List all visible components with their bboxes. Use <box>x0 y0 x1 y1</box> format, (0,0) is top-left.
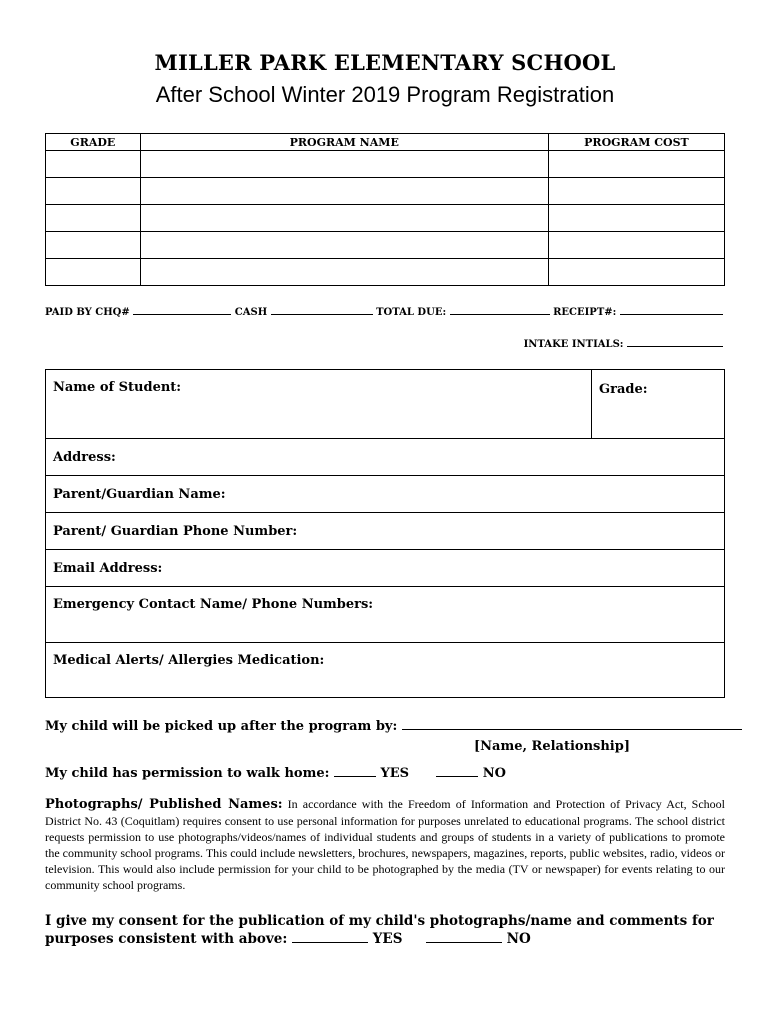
grade-cell[interactable] <box>46 205 141 232</box>
address-label: Address: <box>53 450 116 465</box>
consent-text: I give my consent for the publication of my child's photographs/name and comments for purposes consistent with above: <box>45 913 714 947</box>
program-cost-cell[interactable] <box>548 232 724 259</box>
page-title: After School Winter 2019 Program Registration <box>155 82 615 107</box>
student-name-label: Name of Student: <box>53 380 182 395</box>
table-row <box>46 151 725 178</box>
program-table <box>45 133 725 286</box>
guardian-phone-field[interactable] <box>46 512 724 549</box>
student-info-box <box>45 369 725 698</box>
table-row <box>46 232 725 259</box>
email-label: Email Address: <box>53 561 163 576</box>
consent-yes-field[interactable] <box>292 930 368 943</box>
guardian-name-label: Parent/Guardian Name: <box>53 487 226 502</box>
consent-no-label: NO <box>506 931 531 947</box>
consent-yes-label: YES <box>372 931 403 947</box>
program-cost-cell[interactable] <box>548 178 724 205</box>
photographs-heading: Photographs/ Published Names: <box>45 797 283 812</box>
consent-no-field[interactable] <box>426 930 502 943</box>
walk-home-no-field[interactable] <box>436 765 478 777</box>
program-name-cell[interactable] <box>140 259 548 286</box>
intake-initials-field[interactable] <box>627 337 723 347</box>
student-name-field[interactable] <box>46 370 591 438</box>
program-name-cell[interactable] <box>140 205 548 232</box>
photographs-paragraph <box>45 796 725 893</box>
program-name-cell[interactable] <box>140 232 548 259</box>
walk-home-no-label: NO <box>482 766 506 781</box>
consent-line <box>45 912 725 948</box>
payment-line <box>45 305 725 318</box>
school-name: MILLER PARK ELEMENTARY SCHOOL <box>154 50 616 75</box>
receipt-label: RECEIPT#: <box>553 307 617 318</box>
grade-cell[interactable] <box>46 259 141 286</box>
column-header-grade: GRADE <box>46 134 141 151</box>
intake-initials-label: INTAKE INTIALS: <box>523 339 624 350</box>
program-cost-cell[interactable] <box>548 205 724 232</box>
intake-initials-line <box>524 337 723 350</box>
medical-alerts-field[interactable] <box>46 642 724 697</box>
student-grade-label: Grade: <box>599 382 648 397</box>
column-header-program-name: PROGRAM NAME <box>140 134 548 151</box>
walk-home-yes-label: YES <box>380 766 410 781</box>
student-name-row <box>46 370 724 438</box>
pickup-field[interactable] <box>402 718 742 730</box>
paid-by-chq-label: PAID BY CHQ# <box>45 307 130 318</box>
table-row <box>46 259 725 286</box>
program-cost-cell[interactable] <box>548 259 724 286</box>
grade-cell[interactable] <box>46 178 141 205</box>
pickup-hint: [Name, Relationship] <box>474 739 630 754</box>
table-row <box>46 178 725 205</box>
grade-cell[interactable] <box>46 151 141 178</box>
program-name-cell[interactable] <box>140 178 548 205</box>
cash-field[interactable] <box>271 305 373 315</box>
address-field[interactable] <box>46 438 724 475</box>
guardian-name-field[interactable] <box>46 475 724 512</box>
student-grade-field[interactable] <box>591 370 724 438</box>
receipt-field[interactable] <box>620 305 723 315</box>
photographs-body: In accordance with the Freedom of Information and Protection of Privacy Act, School District No. 43 (Coquitlam) requires consent to use personal information for purposes unrelated to educational programs. The school district requests permission to use photographs/videos/names of individual students and groups of students in a variety of publications to promote the community school programs. This could include newsletters, brochures, newspapers, magazines, reports, public websites, radio, videos or television. This would also include permission for your child to be photographed by the media (TV or newspaper) for events relating to our community school programs. <box>45 797 725 892</box>
chq-number-field[interactable] <box>133 305 231 315</box>
pickup-question: My child will be picked up after the program by: <box>45 719 398 734</box>
cash-label: CASH <box>234 307 268 318</box>
emergency-contact-label: Emergency Contact Name/ Phone Numbers: <box>53 597 374 612</box>
walk-home-line <box>45 765 506 781</box>
walk-home-yes-field[interactable] <box>334 765 376 777</box>
table-row <box>46 205 725 232</box>
program-name-cell[interactable] <box>140 151 548 178</box>
program-cost-cell[interactable] <box>548 151 724 178</box>
total-due-field[interactable] <box>450 305 550 315</box>
emergency-contact-field[interactable] <box>46 586 724 642</box>
medical-alerts-label: Medical Alerts/ Allergies Medication: <box>53 653 325 668</box>
guardian-phone-label: Parent/ Guardian Phone Number: <box>53 524 298 539</box>
column-header-program-cost: PROGRAM COST <box>548 134 724 151</box>
pickup-line <box>45 718 725 734</box>
email-field[interactable] <box>46 549 724 586</box>
grade-cell[interactable] <box>46 232 141 259</box>
walk-home-question: My child has permission to walk home: <box>45 766 330 781</box>
total-due-label: TOTAL DUE: <box>376 307 447 318</box>
